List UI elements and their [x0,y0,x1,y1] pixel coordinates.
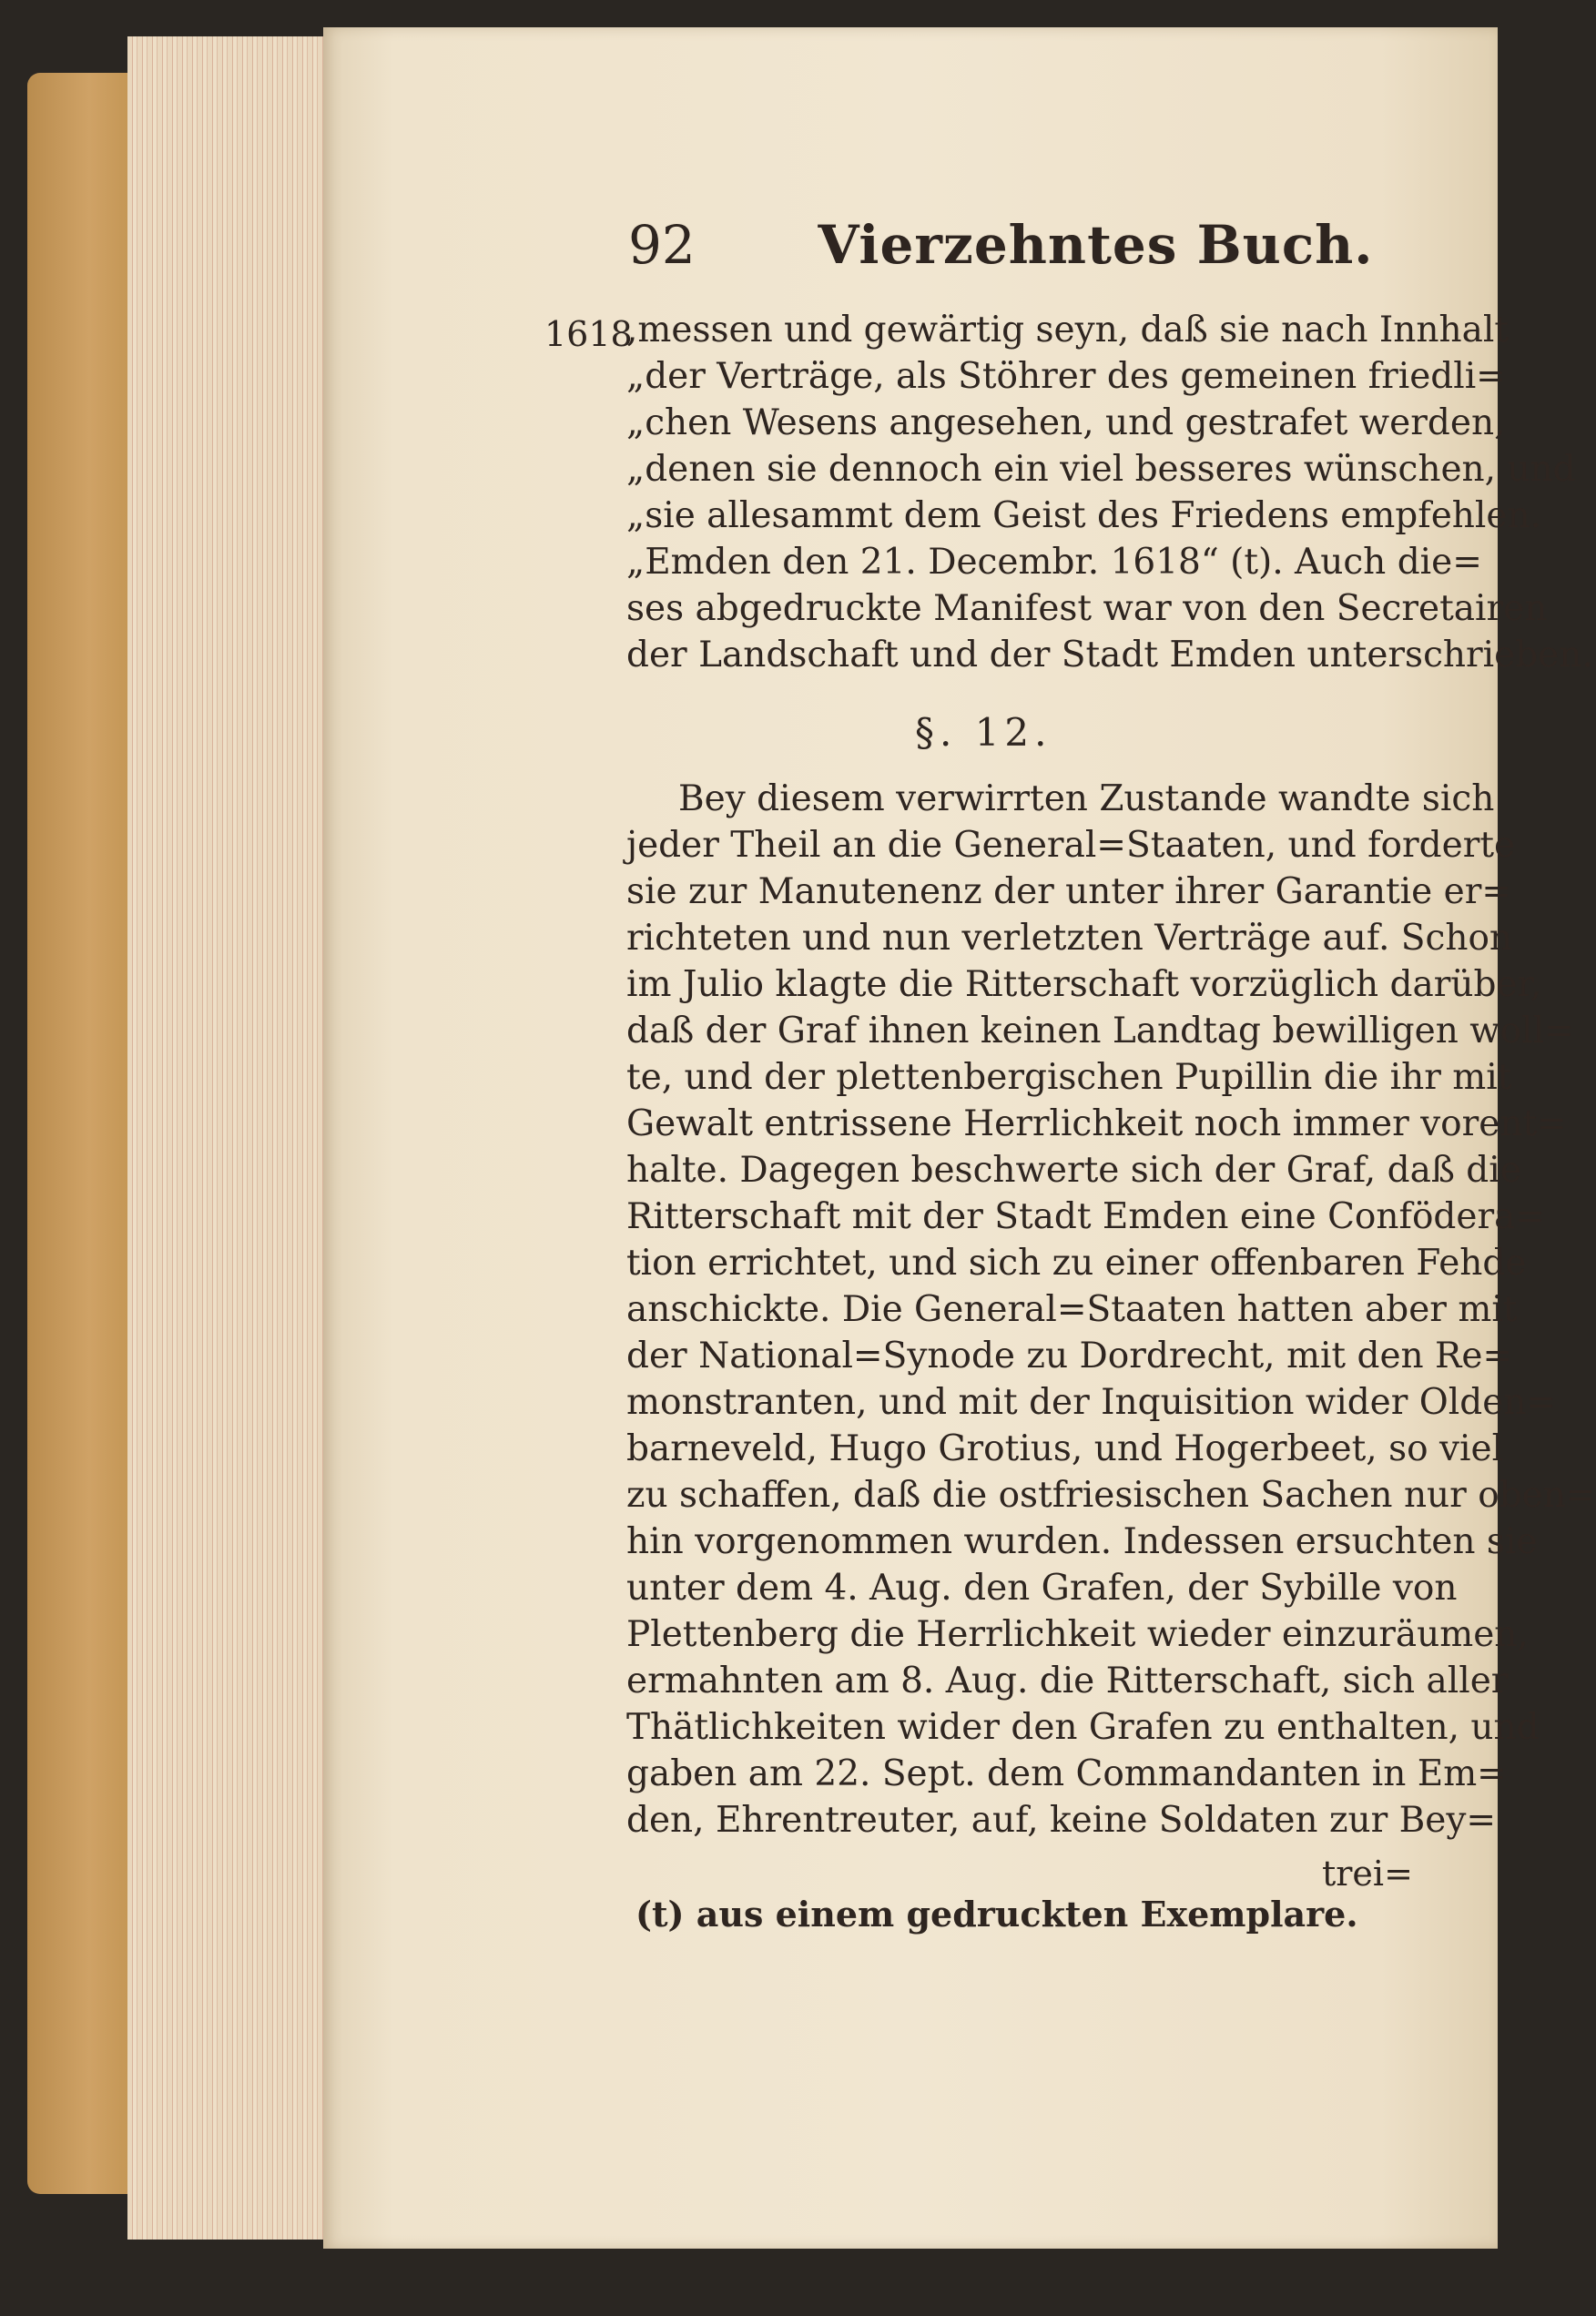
text-line: „der Verträge, als Stöhrer des gemeinen friedli= [626,356,1506,397]
text-line: jeder Theil an die General=Staaten, und forderte [626,825,1516,866]
text-line: ermahnten am 8. Aug. die Ritterschaft, sich aller [626,1661,1509,1701]
text-line: richteten und nun verletzten Verträge auf. Schon [626,918,1513,959]
margin-year: 1618 [544,314,633,354]
footnote: (t) aus einem gedruckten Exemplare. [635,1894,1358,1935]
text-line: „denen sie dennoch ein viel besseres wünschen, und [626,449,1576,490]
catchword: trei= [1322,1854,1413,1894]
text-line: halte. Dagegen beschwerte sich der Graf, daß die [626,1150,1521,1191]
text-line: unter dem 4. Aug. den Grafen, der Sybille von [626,1568,1458,1609]
running-title: Vierzehntes Buch. [818,214,1374,276]
text-line: gaben am 22. Sept. dem Commandanten in Em= [626,1753,1507,1794]
text-line: barneveld, Hugo Grotius, und Hogerbeet, so viel [626,1428,1504,1469]
text-line: den, Ehrentreuter, auf, keine Soldaten zur Bey= [626,1800,1497,1841]
text-line: anschickte. Die General=Staaten hatten aber mit [626,1289,1518,1330]
text-line: ses abgedruckte Manifest war von den Secretairen [626,588,1548,629]
text-line: sie zur Manutenenz der unter ihrer Garantie er= [626,871,1512,912]
text-line: Gewalt entrissene Herrlichkeit noch immer vorent= [626,1103,1567,1144]
text-line: tion errichtet, und sich zu einer offenbaren Fehde [626,1243,1527,1284]
text-line: te, und der plettenbergischen Pupillin die ihr mit [626,1057,1512,1098]
section-heading: §. 12. [915,710,1052,755]
text-line: zu schaffen, daß die ostfriesischen Sachen nur oben= [626,1475,1596,1516]
text-line: daß der Graf ihnen keinen Landtag bewilligen woll= [626,1011,1574,1051]
text-line: Ritterschaft mit der Stadt Emden eine Confödera= [626,1196,1546,1237]
page-number: 92 [628,214,696,276]
text-line: hin vorgenommen wurden. Indessen ersuchten sie [626,1521,1538,1562]
text-line: „sie allesammt dem Geist des Friedens empfehlen. [626,495,1541,536]
text-line: monstranten, und mit der Inquisition wider Olden= [626,1382,1557,1423]
text-line: im Julio klagte die Ritterschaft vorzüglich darüber, [626,964,1542,1005]
text-line: Plettenberg die Herrlichkeit wieder einzuräumen, [626,1614,1529,1655]
text-line: Thätlichkeiten wider den Grafen zu enthalten, und [626,1707,1540,1748]
text-line: ,messen und gewärtig seyn, daß sie nach Innhalt [626,310,1510,350]
text-line: Bey diesem verwirrten Zustande wandte sich [678,778,1495,819]
text-line: „Emden den 21. Decembr. 1618“ (t). Auch die= [626,542,1482,583]
text-line: „chen Wesens angesehen, und gestrafet werden, [626,402,1506,443]
text-line: der National=Synode zu Dordrecht, mit den Re= [626,1336,1513,1376]
text-line: der Landschaft und der Stadt Emden unterschrieben. [626,635,1593,676]
running-header [628,214,1374,287]
page-edges [127,36,346,2240]
